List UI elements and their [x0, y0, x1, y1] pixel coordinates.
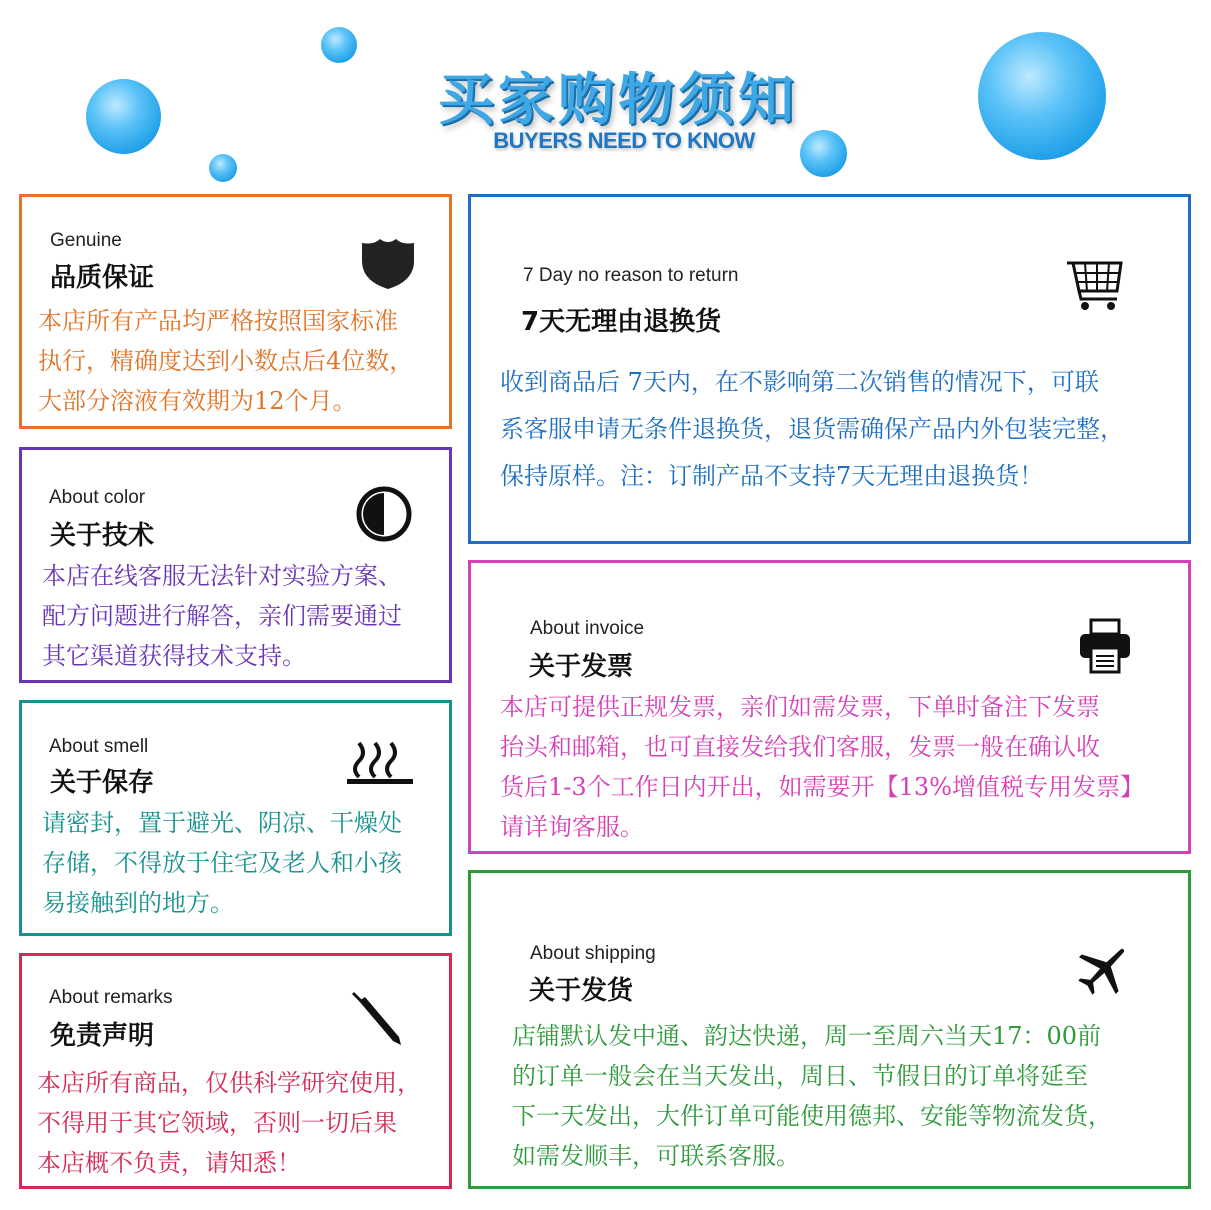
- card-body-line: 系客服申请无条件退换货，退货需确保产品内外包装完整，: [500, 415, 1124, 443]
- contrast-icon: [354, 484, 414, 544]
- heat-waves-icon: [345, 737, 415, 787]
- card-title-cn: 关于保存: [50, 768, 155, 798]
- card-title-en: Genuine: [50, 230, 122, 251]
- card-body-line: 请详询客服。: [500, 813, 644, 841]
- card-body-line: 其它渠道获得技术支持。: [42, 642, 306, 670]
- page-title: 买家购物须知: [438, 67, 798, 133]
- card-body-line: 货后1-3个工作日内开出，如需要开【13%增值税专用发票】: [500, 773, 1144, 801]
- card-body-line: 抬头和邮箱，也可直接发给我们客服，发票一般在确认收: [500, 733, 1100, 761]
- card-title-en: About invoice: [530, 618, 645, 639]
- card-body-line: 配方问题进行解答，亲们需要通过: [42, 602, 402, 630]
- card-title-cn: 7天无理由退换货: [521, 307, 722, 337]
- card-about-shipping: [468, 870, 1191, 1189]
- shield-icon: [360, 237, 416, 291]
- printer-icon: [1077, 618, 1133, 674]
- card-body: [42, 803, 402, 923]
- card-body-line: 如需发顺丰，可联系客服。: [512, 1142, 800, 1170]
- card-body-line: 本店概不负责，请知悉！: [37, 1149, 301, 1177]
- card-about-smell: [19, 700, 452, 936]
- card-title-en: 7 Day no reason to return: [523, 265, 739, 286]
- card-body: [37, 1063, 421, 1183]
- card-body-line: 本店可提供正规发票，亲们如需发票，下单时备注下发票: [500, 693, 1100, 721]
- bubble-decoration: [86, 79, 161, 154]
- card-body-line: 不得用于其它领域，否则一切后果: [37, 1109, 397, 1137]
- card-title-en: About shipping: [530, 943, 656, 964]
- card-body-line: 的订单一般会在当天发出，周日、节假日的订单将延至: [512, 1062, 1088, 1090]
- card-seven-day-return: [468, 194, 1191, 544]
- card-body-line: 执行，精确度达到小数点后4位数，: [38, 347, 414, 375]
- cart-icon: [1065, 257, 1127, 313]
- card-title-cn: 关于发票: [529, 652, 634, 682]
- card-about-remarks: [19, 953, 452, 1189]
- card-body-line: 店铺默认发中通、韵达快递，周一至周六当天17：00前: [512, 1022, 1102, 1050]
- bubble-decoration: [321, 27, 357, 63]
- card-body: [500, 359, 1124, 500]
- card-body: [38, 301, 413, 421]
- page-subtitle: BUYERS NEED TO KNOW: [493, 128, 755, 153]
- airplane-icon: [1073, 940, 1133, 1000]
- bubble-decoration: [209, 154, 237, 182]
- card-body-line: 保持原样。注：订制产品不支持7天无理由退换货！: [500, 462, 1044, 490]
- bubble-decoration: [978, 32, 1106, 160]
- card-body-line: 本店所有商品，仅供科学研究使用，: [37, 1069, 421, 1097]
- card-body: [42, 556, 402, 676]
- card-body: [500, 687, 1144, 847]
- card-body-line: 存储，不得放于住宅及老人和小孩: [42, 849, 402, 877]
- card-title-cn: 关于技术: [50, 521, 155, 551]
- card-body-line: 本店所有产品均严格按照国家标准: [38, 307, 398, 335]
- card-title-en: About remarks: [49, 987, 173, 1008]
- card-body-line: 大部分溶液有效期为12个月。: [38, 387, 357, 415]
- card-title-en: About color: [49, 487, 146, 508]
- card-body-line: 易接触到的地方。: [42, 889, 234, 917]
- card-title-cn: 品质保证: [50, 263, 155, 293]
- card-body-line: 收到商品后 7天内，在不影响第二次销售的情况下，可联: [500, 368, 1099, 396]
- card-about-invoice: [468, 560, 1191, 854]
- card-body-line: 下一天发出，大件订单可能使用德邦、安能等物流发货，: [512, 1102, 1112, 1130]
- card-title-en: About smell: [49, 736, 149, 757]
- card-title-cn: 免责声明: [50, 1021, 155, 1051]
- card-body-line: 请密封，置于避光、阴凉、干燥处: [42, 809, 402, 837]
- bubble-decoration: [800, 130, 847, 177]
- card-genuine: [19, 194, 452, 429]
- card-body-line: 本店在线客服无法针对实验方案、: [42, 562, 402, 590]
- card-body: [512, 1016, 1112, 1176]
- pen-icon: [347, 989, 407, 1049]
- card-about-color: [19, 447, 452, 683]
- card-title-cn: 关于发货: [529, 976, 634, 1006]
